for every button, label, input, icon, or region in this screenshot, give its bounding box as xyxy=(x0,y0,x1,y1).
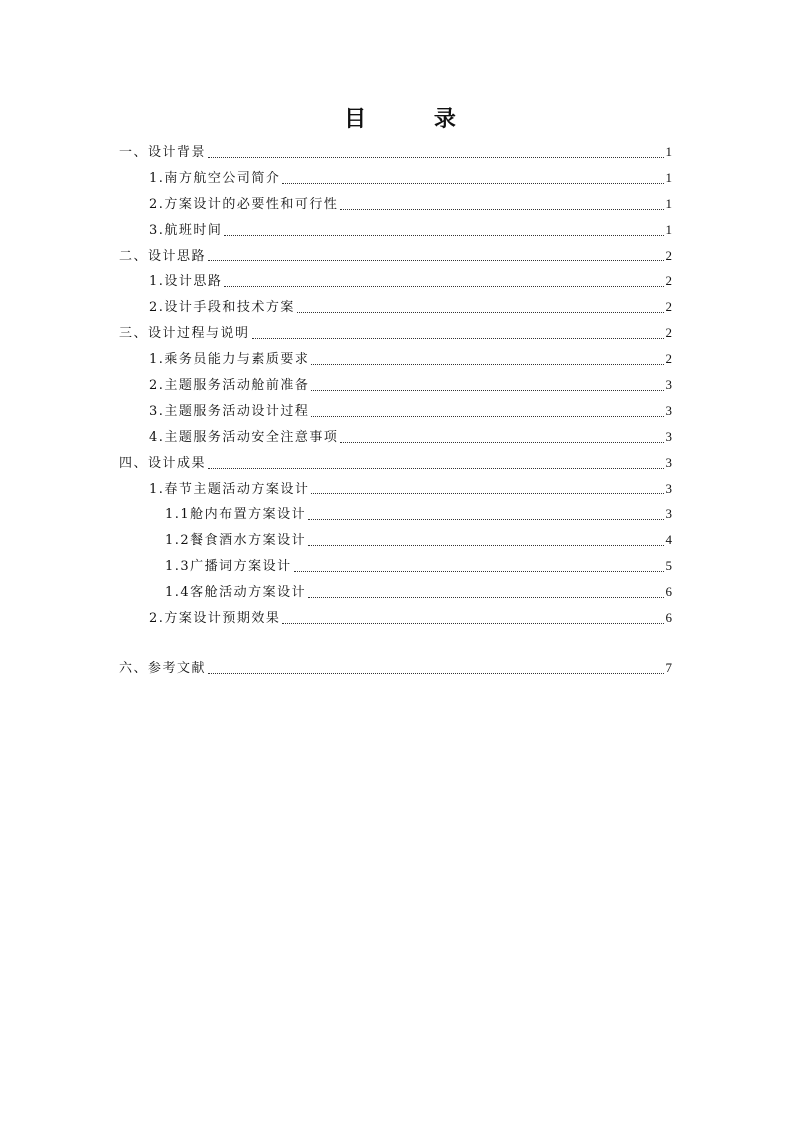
dot-leader xyxy=(208,260,663,261)
dot-leader xyxy=(311,416,663,417)
dot-leader xyxy=(308,519,663,520)
toc-entry-label: 2.主题服务活动舱前准备 xyxy=(149,378,310,394)
dot-leader xyxy=(311,493,663,494)
toc-entry-label: 2.方案设计的必要性和可行性 xyxy=(149,196,339,212)
toc-entry-page-number: 3 xyxy=(665,428,672,444)
toc-entry[interactable] xyxy=(119,348,672,374)
toc-entry[interactable] xyxy=(119,219,672,245)
toc-entry[interactable] xyxy=(119,270,672,296)
toc-entry-page-number: 1 xyxy=(665,169,672,185)
toc-entry-label: 3.航班时间 xyxy=(149,222,223,238)
toc-entry-label: 1.乘务员能力与素质要求 xyxy=(149,352,310,368)
toc-entry-page-number: 2 xyxy=(665,247,672,263)
toc-entry[interactable] xyxy=(119,400,672,426)
toc-entry[interactable] xyxy=(119,607,672,633)
toc-entry-page-number: 6 xyxy=(665,584,672,600)
toc-entry-label: 二、设计思路 xyxy=(119,248,207,264)
dot-leader xyxy=(308,597,663,598)
dot-leader xyxy=(340,209,663,210)
toc-entry-page-number: 6 xyxy=(665,610,672,626)
dot-leader xyxy=(340,442,663,443)
toc-entry[interactable] xyxy=(119,657,672,683)
toc-entry[interactable] xyxy=(119,555,672,581)
toc-entry-page-number: 5 xyxy=(665,558,672,574)
toc-entry-label: 1.春节主题活动方案设计 xyxy=(149,481,310,497)
toc-title: 目 录 xyxy=(344,107,486,132)
toc-entry[interactable] xyxy=(119,581,672,607)
toc-entry-page-number: 1 xyxy=(665,195,672,211)
dot-leader xyxy=(252,338,664,339)
toc-entry[interactable] xyxy=(119,529,672,555)
toc-entry-page-number: 3 xyxy=(665,454,672,470)
toc-entry[interactable] xyxy=(119,193,672,219)
toc-list xyxy=(119,141,672,683)
toc-entry[interactable] xyxy=(119,478,672,504)
dot-leader xyxy=(208,157,663,158)
toc-entry-label: 1.设计思路 xyxy=(149,274,223,290)
toc-entry[interactable] xyxy=(119,167,672,193)
dot-leader xyxy=(294,571,664,572)
toc-entry-page-number: 7 xyxy=(665,659,672,675)
dot-leader xyxy=(208,468,663,469)
toc-entry-page-number: 1 xyxy=(665,221,672,237)
dot-leader xyxy=(297,312,664,313)
dot-leader xyxy=(282,183,663,184)
toc-entry-page-number: 4 xyxy=(665,532,672,548)
toc-entry-label: 1.1舱内布置方案设计 xyxy=(165,507,307,523)
toc-entry-page-number: 3 xyxy=(665,402,672,418)
toc-entry-page-number: 2 xyxy=(665,299,672,315)
toc-entry-label: 1.南方航空公司简介 xyxy=(149,170,281,186)
toc-entry-page-number: 3 xyxy=(665,480,672,496)
toc-entry-page-number: 2 xyxy=(665,351,672,367)
toc-entry-label: 3.主题服务活动设计过程 xyxy=(149,403,310,419)
dot-leader xyxy=(224,286,663,287)
toc-entry-label: 4.主题服务活动安全注意事项 xyxy=(149,429,339,445)
toc-entry-page-number: 2 xyxy=(665,325,672,341)
toc-entry-label: 六、参考文献 xyxy=(119,660,207,676)
toc-entry[interactable] xyxy=(119,503,672,529)
toc-entry-label: 三、设计过程与说明 xyxy=(119,326,250,342)
toc-entry-label: 1.4客舱活动方案设计 xyxy=(165,585,307,601)
toc-entry-page-number: 3 xyxy=(665,377,672,393)
toc-entry[interactable] xyxy=(119,141,672,167)
toc-entry[interactable] xyxy=(119,426,672,452)
toc-entry-label: 1.3广播词方案设计 xyxy=(165,559,292,575)
toc-entry[interactable] xyxy=(119,374,672,400)
toc-entry-page-number: 3 xyxy=(665,506,672,522)
dot-leader xyxy=(224,235,663,236)
toc-entry-label: 2.设计手段和技术方案 xyxy=(149,300,295,316)
toc-entry[interactable] xyxy=(119,322,672,348)
dot-leader xyxy=(208,673,663,674)
toc-entry-label: 1.2餐食酒水方案设计 xyxy=(165,533,307,549)
toc-entry[interactable] xyxy=(119,452,672,478)
toc-entry-page-number: 1 xyxy=(665,144,672,159)
toc-entry-page-number: 2 xyxy=(665,273,672,289)
toc-entry[interactable] xyxy=(119,245,672,271)
toc-entry-label: 四、设计成果 xyxy=(119,455,207,471)
dot-leader xyxy=(308,545,663,546)
toc-entry-label: 一、设计背景 xyxy=(119,145,207,160)
toc-entry-label: 2.方案设计预期效果 xyxy=(149,611,281,627)
dot-leader xyxy=(311,390,663,391)
dot-leader xyxy=(282,623,663,624)
dot-leader xyxy=(311,364,663,365)
toc-entry[interactable] xyxy=(119,296,672,322)
